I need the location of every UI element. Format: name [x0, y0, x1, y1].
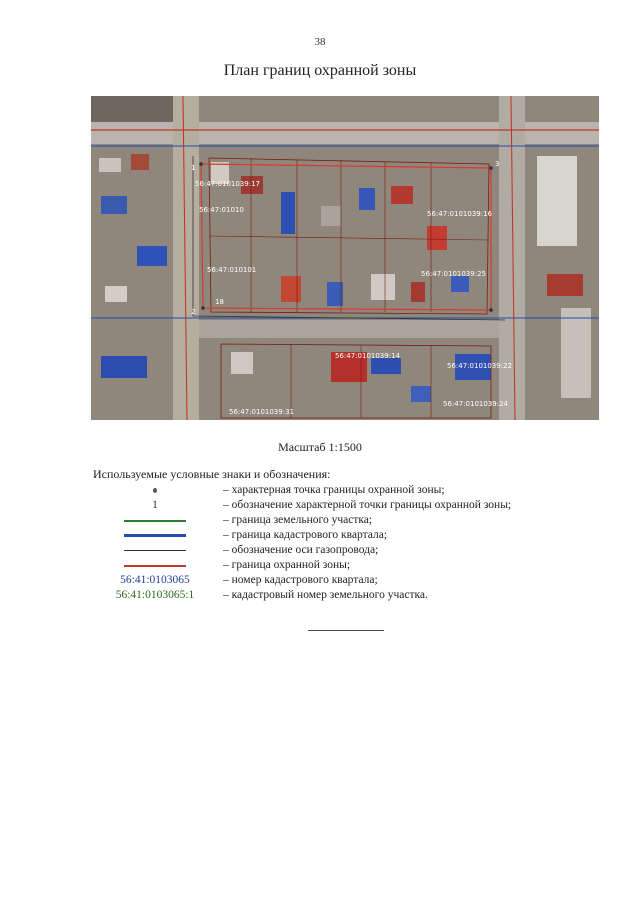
point-number: 2 [191, 308, 196, 316]
black-line-icon [124, 550, 186, 551]
cadastral-label: 56:47:0101039:31 [229, 408, 294, 416]
legend-description: – кадастровый номер земельного участка. [223, 589, 428, 601]
cadastral-label: 56:47:0101039:16 [427, 210, 492, 218]
legend-description: – обозначение оси газопровода; [223, 544, 379, 556]
legend-item [93, 528, 613, 543]
cadastral-plot-number-symbol: 56:41:0103065:1 [115, 589, 195, 601]
legend-item [93, 543, 613, 558]
page-number: 38 [314, 36, 326, 48]
legend-item [93, 513, 613, 528]
aerial-map-image [91, 96, 599, 420]
cadastral-label: 56:47:010101 [207, 266, 257, 274]
point-number: 18 [215, 298, 224, 306]
cadastral-block-number-symbol: 56:41:0103065 [120, 574, 190, 586]
legend-description: – обозначение характерной точки границы охранной зоны; [223, 499, 512, 511]
map-scale: Масштаб 1:1500 [278, 440, 362, 454]
zone-map [91, 96, 599, 420]
green-line-icon [124, 520, 186, 522]
point-number: 1 [191, 164, 196, 172]
cadastral-label: 56:47:01010 [199, 206, 244, 214]
legend-item [93, 588, 613, 603]
red-line-icon [124, 565, 186, 567]
legend-description: – граница кадастрового квартала; [223, 529, 388, 541]
point-symbol-icon [93, 483, 217, 498]
page-title: План границ охранной зоны [223, 62, 417, 79]
cadastral-label: 56:47:0101039:22 [447, 362, 512, 370]
legend-description: – граница земельного участка; [223, 514, 373, 526]
legend-description: – характерная точка границы охранной зоны; [223, 484, 445, 496]
legend-item [93, 573, 613, 588]
legend-item [93, 498, 613, 513]
legend-description: – номер кадастрового квартала; [223, 574, 378, 586]
cadastral-label: 56:47:0101039:24 [443, 400, 508, 408]
blue-line-icon [124, 534, 186, 537]
divider [308, 630, 384, 631]
cadastral-label: 56:47:0101039:25 [421, 270, 486, 278]
legend-heading: Используемые условные знаки и обозначения: [93, 467, 331, 481]
legend [93, 483, 613, 603]
legend-item [93, 558, 613, 573]
point-number: 3 [495, 160, 500, 168]
point-number-symbol: 1 [152, 499, 158, 511]
legend-item [93, 483, 613, 498]
legend-description: – граница охранной зоны; [223, 559, 351, 571]
cadastral-label: 56:47:0101039:17 [195, 180, 260, 188]
cadastral-label: 56:47:0101039:14 [335, 352, 400, 360]
